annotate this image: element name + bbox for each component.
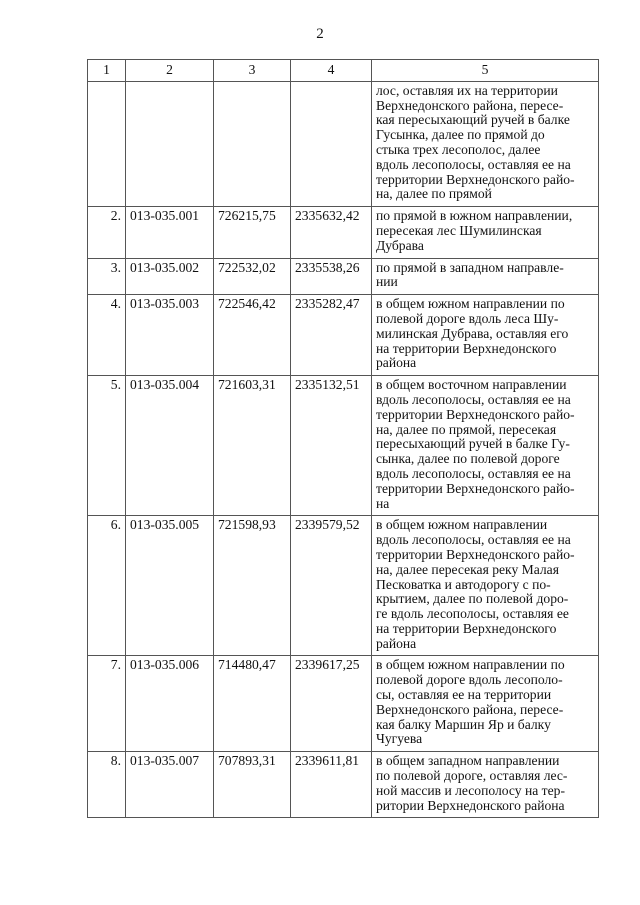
description-line: на <box>376 495 390 511</box>
description-line: ритории Верхнедонского района <box>376 797 565 813</box>
coordinate-x: 721603,31 <box>214 376 291 516</box>
boundary-description <box>372 295 599 376</box>
row-number: 5. <box>88 376 126 516</box>
coordinate-y: 2335132,51 <box>291 376 372 516</box>
table-row <box>88 295 599 376</box>
description-line: территории Верхнедонского райо- <box>376 546 575 562</box>
coordinate-y: 2335538,26 <box>291 258 372 295</box>
page-number: 2 <box>316 26 324 42</box>
description-line: вдоль лесополосы, оставляя ее на <box>376 465 571 481</box>
point-code: 013-035.004 <box>126 376 214 516</box>
description-line: Гусынка, далее по прямой до <box>376 127 545 143</box>
description-line: Чугуева <box>376 731 423 747</box>
coordinate-x: 721598,93 <box>214 516 291 656</box>
header-col-3: 3 <box>214 60 291 82</box>
description-line: территории Верхнедонского райо- <box>376 406 575 422</box>
table-row <box>88 207 599 258</box>
description-line: ге вдоль лесополосы, оставляя ее <box>376 606 569 622</box>
description-line: в общем южном направлении по <box>376 296 565 312</box>
description-line: по полевой дороге, оставляя лес- <box>376 768 568 784</box>
description-line: нии <box>376 274 398 290</box>
row-number: 4. <box>88 295 126 376</box>
description-line: Песковатка и автодорогу с по- <box>376 576 551 592</box>
boundary-description <box>372 656 599 752</box>
point-code: 013-035.006 <box>126 656 214 752</box>
description-line: на, далее по прямой, пересекая <box>376 421 557 437</box>
description-line: сы, оставляя ее на территории <box>376 687 552 703</box>
row-number: 8. <box>88 752 126 818</box>
point-code <box>126 81 214 206</box>
description-line: на территории Верхнедонского <box>376 620 557 636</box>
table-row <box>88 81 599 206</box>
point-code: 013-035.003 <box>126 295 214 376</box>
description-line: на территории Верхнедонского <box>376 340 557 356</box>
header-col-4: 4 <box>291 60 372 82</box>
description-line: территории Верхнедонского райо- <box>376 480 575 496</box>
description-line: по прямой в южном направлении, <box>376 208 573 224</box>
row-number: 3. <box>88 258 126 295</box>
coordinate-y: 2339579,52 <box>291 516 372 656</box>
description-line: Верхнедонского района, пересе- <box>376 97 564 113</box>
boundary-description <box>372 207 599 258</box>
coordinate-x: 707893,31 <box>214 752 291 818</box>
header-col-1: 1 <box>88 60 126 82</box>
table-row <box>88 656 599 752</box>
description-line: стыка трех лесополос, далее <box>376 141 541 157</box>
description-line: в общем западном направлении <box>376 753 560 769</box>
row-number: 7. <box>88 656 126 752</box>
description-line: вдоль лесополосы, оставляя ее на <box>376 532 571 548</box>
description-line: вдоль лесополосы, оставляя ее на <box>376 156 571 172</box>
coordinate-y: 2339617,25 <box>291 656 372 752</box>
coordinate-x: 714480,47 <box>214 656 291 752</box>
description-line: Дубрава <box>376 237 424 253</box>
description-line: по прямой в западном направле- <box>376 259 564 275</box>
table-header-row <box>88 60 599 82</box>
coordinate-y <box>291 81 372 206</box>
description-line: района <box>376 355 417 371</box>
coordinate-y: 2335632,42 <box>291 207 372 258</box>
coordinate-x: 722546,42 <box>214 295 291 376</box>
description-line: кая балку Маршин Яр и балку <box>376 716 551 732</box>
coordinate-x <box>214 81 291 206</box>
header-col-5: 5 <box>372 60 599 82</box>
description-line: крытием, далее по полевой доро- <box>376 591 569 607</box>
description-line: пересекая лес Шумилинская <box>376 222 542 238</box>
description-line: милинская Дубрава, оставляя его <box>376 325 569 341</box>
description-line: сынка, далее по полевой дороге <box>376 451 560 467</box>
table-row <box>88 516 599 656</box>
point-code: 013-035.001 <box>126 207 214 258</box>
boundary-table <box>87 59 599 818</box>
description-line: в общем южном направлении по <box>376 657 565 673</box>
boundary-description <box>372 516 599 656</box>
description-line: в общем восточном направлении <box>376 377 567 393</box>
description-line: на, далее по прямой <box>376 186 492 202</box>
boundary-description <box>372 376 599 516</box>
description-line: полевой дороге вдоль леса Шу- <box>376 310 559 326</box>
point-code: 013-035.007 <box>126 752 214 818</box>
boundary-description <box>372 258 599 295</box>
header-col-2: 2 <box>126 60 214 82</box>
coordinate-y: 2339611,81 <box>291 752 372 818</box>
boundary-description <box>372 81 599 206</box>
description-line: ной массив и лесополосу на тер- <box>376 782 565 798</box>
description-line: полевой дороге вдоль лесополо- <box>376 672 563 688</box>
description-line: в общем южном направлении <box>376 517 548 533</box>
description-line: вдоль лесополосы, оставляя ее на <box>376 391 571 407</box>
table-row <box>88 376 599 516</box>
description-line: района <box>376 635 417 651</box>
point-code: 013-035.002 <box>126 258 214 295</box>
row-number <box>88 81 126 206</box>
boundary-description <box>372 752 599 818</box>
description-line: пересыхающий ручей в балке Гу- <box>376 436 570 452</box>
coordinate-x: 726215,75 <box>214 207 291 258</box>
description-line: территории Верхнедонского райо- <box>376 171 575 187</box>
coordinate-y: 2335282,47 <box>291 295 372 376</box>
row-number: 2. <box>88 207 126 258</box>
table-row <box>88 752 599 818</box>
coordinate-x: 722532,02 <box>214 258 291 295</box>
description-line: Верхнедонского района, пересе- <box>376 701 564 717</box>
description-line: на, далее пересекая реку Малая <box>376 561 559 577</box>
point-code: 013-035.005 <box>126 516 214 656</box>
table-row <box>88 258 599 295</box>
row-number: 6. <box>88 516 126 656</box>
description-line: кая пересыхающий ручей в балке <box>376 112 570 128</box>
description-line: лос, оставляя их на территории <box>376 82 558 98</box>
